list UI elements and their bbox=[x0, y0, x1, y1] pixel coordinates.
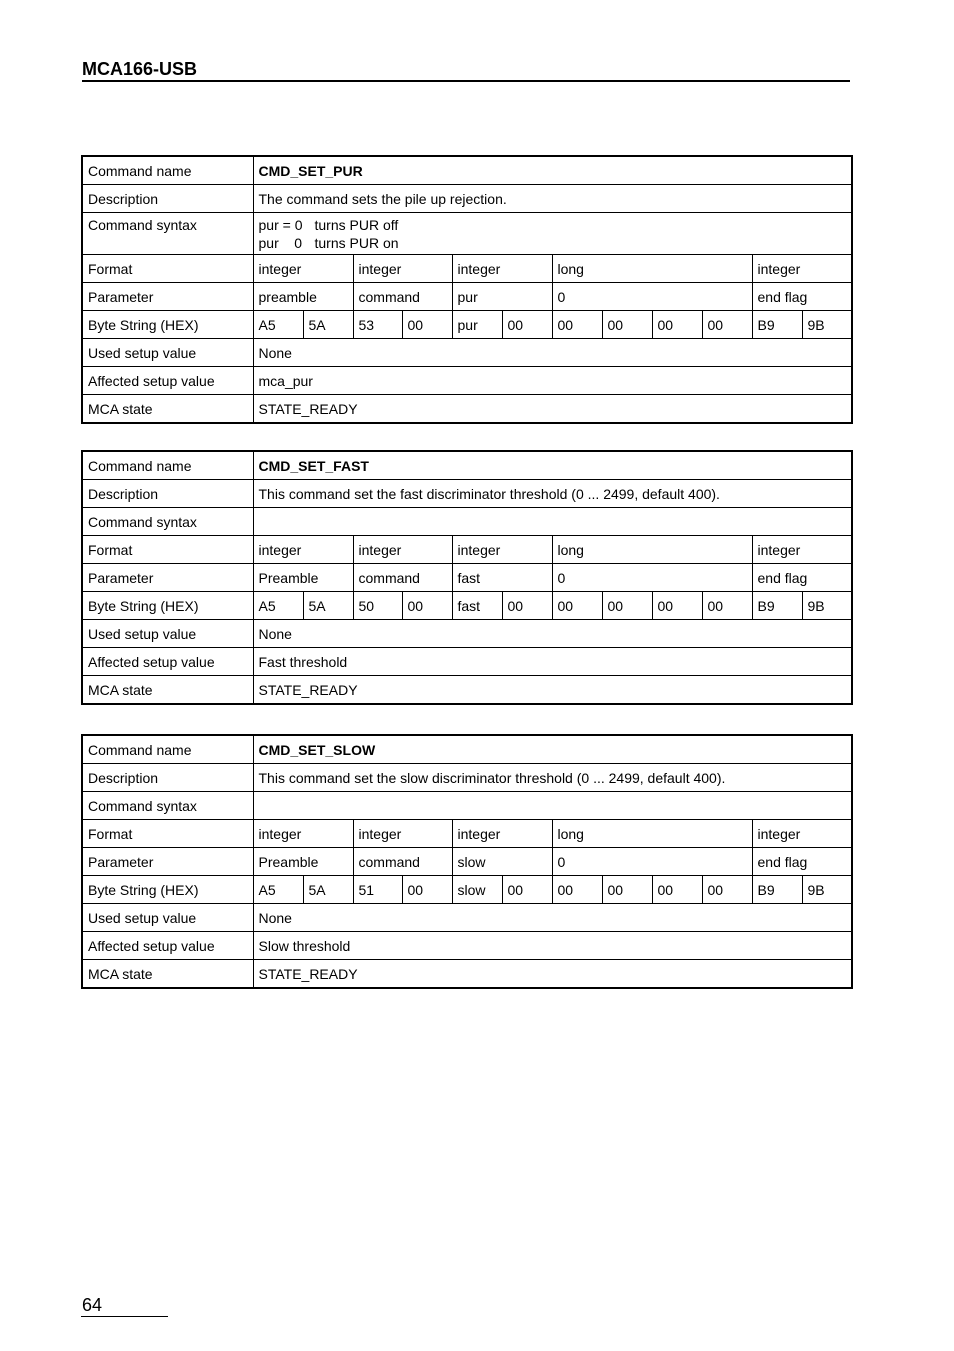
label-format: Format bbox=[82, 255, 253, 283]
byte-cell: 5A bbox=[303, 592, 353, 620]
byte-cell: 00 bbox=[552, 592, 602, 620]
byte-cell: B9 bbox=[752, 876, 802, 904]
byte-cell: A5 bbox=[253, 876, 303, 904]
row-command-name bbox=[82, 735, 852, 764]
mca-state-value: STATE_READY bbox=[253, 960, 852, 989]
document-title: MCA166-USB bbox=[82, 59, 198, 79]
label-used-setup-value: Used setup value bbox=[82, 904, 253, 932]
affected-setup-value: Fast threshold bbox=[253, 648, 852, 676]
row-description bbox=[82, 185, 852, 213]
label-byte-string: Byte String (HEX) bbox=[82, 876, 253, 904]
row-parameter bbox=[82, 283, 852, 311]
syntax-line bbox=[259, 216, 847, 234]
parameter-cell: 0 bbox=[552, 848, 752, 876]
byte-cell: 00 bbox=[652, 311, 702, 339]
byte-cell: 51 bbox=[353, 876, 402, 904]
byte-cell: 00 bbox=[652, 592, 702, 620]
syntax-line bbox=[259, 234, 847, 252]
format-cell: integer bbox=[752, 255, 852, 283]
label-format: Format bbox=[82, 820, 253, 848]
byte-cell: 00 bbox=[502, 592, 552, 620]
parameter-cell: Preamble bbox=[253, 564, 353, 592]
parameter-cell: slow bbox=[452, 848, 552, 876]
page-footer bbox=[81, 1294, 168, 1317]
row-command-syntax bbox=[82, 792, 852, 820]
command-name-value: CMD_SET_FAST bbox=[253, 451, 852, 480]
label-command-syntax: Command syntax bbox=[82, 508, 253, 536]
syntax-meaning: turns PUR off bbox=[314, 217, 399, 233]
byte-cell: 00 bbox=[602, 592, 652, 620]
format-cell: integer bbox=[452, 536, 552, 564]
label-affected-setup-value: Affected setup value bbox=[82, 367, 253, 395]
format-cell: long bbox=[552, 255, 752, 283]
label-byte-string: Byte String (HEX) bbox=[82, 592, 253, 620]
mca-state-value: STATE_READY bbox=[253, 395, 852, 424]
command-name-value: CMD_SET_SLOW bbox=[253, 735, 852, 764]
syntax-expression: pur = 0 bbox=[258, 217, 303, 233]
parameter-cell: preamble bbox=[253, 283, 353, 311]
parameter-cell: end flag bbox=[752, 848, 852, 876]
parameter-cell: end flag bbox=[752, 283, 852, 311]
used-setup-value: None bbox=[253, 620, 852, 648]
row-used-setup-value bbox=[82, 904, 852, 932]
byte-cell: fast bbox=[452, 592, 502, 620]
label-description: Description bbox=[82, 764, 253, 792]
format-cell: long bbox=[552, 820, 752, 848]
affected-setup-value: Slow threshold bbox=[253, 932, 852, 960]
format-cell: integer bbox=[253, 255, 353, 283]
command-table-set-slow bbox=[81, 734, 853, 989]
byte-cell: 00 bbox=[402, 876, 452, 904]
row-parameter bbox=[82, 848, 852, 876]
row-description bbox=[82, 480, 852, 508]
label-description: Description bbox=[82, 480, 253, 508]
row-mca-state bbox=[82, 676, 852, 705]
format-cell: integer bbox=[353, 255, 452, 283]
row-byte-string bbox=[82, 311, 852, 339]
row-format bbox=[82, 536, 852, 564]
command-table-set-fast bbox=[81, 450, 853, 705]
parameter-cell: fast bbox=[452, 564, 552, 592]
row-command-syntax bbox=[82, 508, 852, 536]
byte-cell: 00 bbox=[652, 876, 702, 904]
page-number: 64 bbox=[82, 1295, 103, 1315]
used-setup-value: None bbox=[253, 339, 852, 367]
command-syntax-value bbox=[253, 792, 852, 820]
syntax-expression: pur 0 bbox=[258, 235, 303, 251]
label-parameter: Parameter bbox=[82, 283, 253, 311]
label-command-name: Command name bbox=[82, 735, 253, 764]
byte-cell: 00 bbox=[502, 876, 552, 904]
label-command-name: Command name bbox=[82, 156, 253, 185]
description-value: This command set the fast discriminator threshold (0 ... 2499, default 400). bbox=[253, 480, 852, 508]
byte-cell: 00 bbox=[602, 311, 652, 339]
byte-cell: 00 bbox=[702, 311, 752, 339]
row-byte-string bbox=[82, 592, 852, 620]
byte-cell: A5 bbox=[253, 311, 303, 339]
byte-cell: B9 bbox=[752, 311, 802, 339]
parameter-cell: 0 bbox=[552, 564, 752, 592]
format-cell: integer bbox=[752, 536, 852, 564]
byte-cell: 5A bbox=[303, 311, 353, 339]
format-cell: integer bbox=[353, 820, 452, 848]
format-cell: integer bbox=[452, 255, 552, 283]
page-header bbox=[82, 59, 850, 82]
byte-cell: 5A bbox=[303, 876, 353, 904]
byte-cell: 00 bbox=[702, 876, 752, 904]
parameter-cell: 0 bbox=[552, 283, 752, 311]
label-byte-string: Byte String (HEX) bbox=[82, 311, 253, 339]
byte-cell: 00 bbox=[602, 876, 652, 904]
label-affected-setup-value: Affected setup value bbox=[82, 648, 253, 676]
format-cell: integer bbox=[452, 820, 552, 848]
label-command-syntax: Command syntax bbox=[82, 213, 253, 255]
row-command-name bbox=[82, 156, 852, 185]
byte-cell: 9B bbox=[802, 592, 852, 620]
parameter-cell: command bbox=[353, 848, 452, 876]
label-mca-state: MCA state bbox=[82, 960, 253, 989]
format-cell: integer bbox=[253, 536, 353, 564]
row-description bbox=[82, 764, 852, 792]
byte-cell: 50 bbox=[353, 592, 402, 620]
affected-setup-value: mca_pur bbox=[253, 367, 852, 395]
command-syntax-value bbox=[253, 508, 852, 536]
format-cell: integer bbox=[752, 820, 852, 848]
row-command-syntax bbox=[82, 213, 852, 255]
label-used-setup-value: Used setup value bbox=[82, 339, 253, 367]
byte-cell: 00 bbox=[702, 592, 752, 620]
label-command-name: Command name bbox=[82, 451, 253, 480]
label-affected-setup-value: Affected setup value bbox=[82, 932, 253, 960]
label-format: Format bbox=[82, 536, 253, 564]
byte-cell: 00 bbox=[552, 311, 602, 339]
byte-cell: B9 bbox=[752, 592, 802, 620]
row-affected-setup-value bbox=[82, 367, 852, 395]
command-syntax-value bbox=[253, 213, 852, 255]
row-parameter bbox=[82, 564, 852, 592]
mca-state-value: STATE_READY bbox=[253, 676, 852, 705]
description-value: The command sets the pile up rejection. bbox=[253, 185, 852, 213]
row-byte-string bbox=[82, 876, 852, 904]
row-mca-state bbox=[82, 960, 852, 989]
row-format bbox=[82, 820, 852, 848]
label-mca-state: MCA state bbox=[82, 676, 253, 705]
format-cell: long bbox=[552, 536, 752, 564]
row-used-setup-value bbox=[82, 620, 852, 648]
row-command-name bbox=[82, 451, 852, 480]
command-table-set-pur bbox=[81, 155, 853, 424]
byte-cell: 9B bbox=[802, 311, 852, 339]
byte-cell: 00 bbox=[402, 311, 452, 339]
byte-cell: slow bbox=[452, 876, 502, 904]
row-affected-setup-value bbox=[82, 648, 852, 676]
label-used-setup-value: Used setup value bbox=[82, 620, 253, 648]
row-mca-state bbox=[82, 395, 852, 424]
used-setup-value: None bbox=[253, 904, 852, 932]
description-value: This command set the slow discriminator threshold (0 ... 2499, default 400). bbox=[253, 764, 852, 792]
parameter-cell: end flag bbox=[752, 564, 852, 592]
label-command-syntax: Command syntax bbox=[82, 792, 253, 820]
label-description: Description bbox=[82, 185, 253, 213]
format-cell: integer bbox=[353, 536, 452, 564]
byte-cell: 9B bbox=[802, 876, 852, 904]
row-used-setup-value bbox=[82, 339, 852, 367]
parameter-cell: command bbox=[353, 283, 452, 311]
syntax-meaning: turns PUR on bbox=[314, 235, 399, 251]
parameter-cell: Preamble bbox=[253, 848, 353, 876]
byte-cell: 53 bbox=[353, 311, 402, 339]
byte-cell: 00 bbox=[402, 592, 452, 620]
row-format bbox=[82, 255, 852, 283]
label-parameter: Parameter bbox=[82, 564, 253, 592]
byte-cell: 00 bbox=[502, 311, 552, 339]
byte-cell: 00 bbox=[552, 876, 602, 904]
parameter-cell: pur bbox=[452, 283, 552, 311]
format-cell: integer bbox=[253, 820, 353, 848]
command-name-value: CMD_SET_PUR bbox=[253, 156, 852, 185]
row-affected-setup-value bbox=[82, 932, 852, 960]
byte-cell: A5 bbox=[253, 592, 303, 620]
label-parameter: Parameter bbox=[82, 848, 253, 876]
label-mca-state: MCA state bbox=[82, 395, 253, 424]
parameter-cell: command bbox=[353, 564, 452, 592]
byte-cell: pur bbox=[452, 311, 502, 339]
